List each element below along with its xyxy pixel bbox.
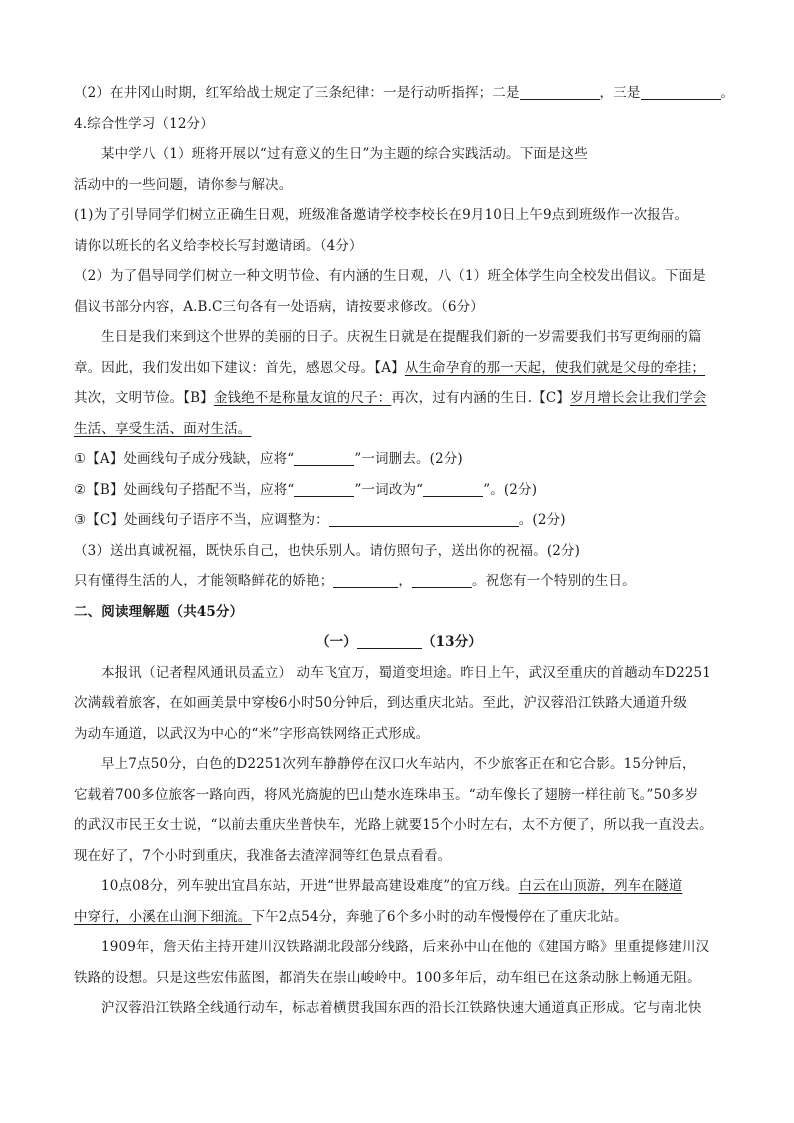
underlined-sentence-c: 岁月增长会让我们学会 xyxy=(570,390,707,406)
proposal-line-2: 章。因此，我们发出如下建议：首先，感恩父母。【A】从生命孕育的那一天起，使我们就是父母的牵挂； xyxy=(74,359,706,376)
underlined-scenery-sentence: 白云在山顶游，列车在隧道 xyxy=(518,878,683,894)
article-line-3: 为动车通道，以武汉为中心的“米”字形高铁网络正式形成。 xyxy=(74,725,430,742)
article-line-8: 10点08分，列车驶出宜昌东站，开进“世界最高建设难度”的宜万线。白云在山顶游，列车在隧道 xyxy=(101,878,683,894)
q4-3-line-1: （3）送出真诚祝福，既快乐自己，也快乐别人。请仿照句子，送出你的祝福。(2分) xyxy=(74,542,581,559)
exam-page xyxy=(74,78,735,1024)
article-line-6: 的武汉市民王女士说，“以前去重庆坐普快车，光路上就要15个小时左右，太不方便了，所以我一直没去。 xyxy=(74,817,713,833)
underlined-scenery-sentence-cont: 中穿行，小溪在山涧下细流。 xyxy=(74,908,252,925)
article-line-2: 次满载着旅客，在如画美景中穿梭6小时50分钟后，到达重庆北站。至此，沪汉蓉沿江铁路大通道升级 xyxy=(74,695,688,711)
article-line-10: 1909年，詹天佑主持开建川汉铁路湖北段部分线路，后来孙中山在他的《建国方略》里重提修建川汉 xyxy=(101,939,710,955)
article-line-4: 早上7点50分，白色的D2251次列车静静停在汉口火车站内，不少旅客正在和它合影。15分钟后， xyxy=(101,756,696,772)
article-line-12: 沪汉蓉沿江铁路全线通行动车，标志着横贯我国东西的沿长江铁路快速大通道真正形成。它与南北快 xyxy=(101,1000,702,1016)
article-line-7: 现在好了，7个小时到重庆，我准备去渣滓洞等红色景点看看。 xyxy=(74,847,452,864)
proposal-line-1: 生日是我们来到这个世界的美丽的日子。庆祝生日就是在提醒我们新的一岁需要我们书写更绚丽的篇 xyxy=(101,329,702,345)
sub-q-2: ②【B】处画线句子搭配不当，应将“ ”一词改为“ ”。(2分) xyxy=(74,481,538,498)
article-line-1: 本报讯（记者程风通讯员孟立） 动车飞宜万，蜀道变坦途。昨日上午，武汉至重庆的首趟动车D2251 xyxy=(101,664,712,681)
q4-intro-line-1: 某中学八（1）班将开展以“过有意义的生日”为主题的综合实践活动。下面是这些 xyxy=(101,146,588,162)
proposal-line-3: 其次，文明节俭。【B】金钱绝不是称量友谊的尺子：再次，过有内涵的生日.【C】岁月增长会让我们学会 xyxy=(74,390,707,406)
article-line-11: 铁路的设想。只是这些宏伟蓝图，都消失在崇山峻岭中。100多年后，动车组已在这条动脉上畅通无阻。 xyxy=(74,969,701,986)
underlined-sentence-c-cont: 生活、享受生活、面对生活。 xyxy=(74,420,252,437)
proposal-line-4 xyxy=(74,414,724,445)
answer-blank-a[interactable] xyxy=(294,449,354,466)
article-line-5: 它载着700多位旅客一路向西，将风光旖旎的巴山楚水连珠串玉。“动车像长了翅膀一样往前飞。”50多岁 xyxy=(74,786,699,803)
sub-q-1: ①【A】处画线句子成分残缺，应将“ ”一词删去。(2分) xyxy=(74,451,463,467)
answer-blank-b2[interactable] xyxy=(423,480,483,497)
q4-3-line-2: 只有懂得生活的人，才能领略鲜花的娇艳； ， 。祝您有一个特别的生日。 xyxy=(74,573,636,589)
sub-q-3: ③【C】处画线句子语序不当，应调整为： 。(2分) xyxy=(74,512,566,528)
answer-blank-c[interactable] xyxy=(329,510,519,527)
section-heading-reading: 二、阅读理解题（共45分） xyxy=(74,603,244,620)
q4-2-line-1: （2）为了倡导同学们树立一种文明节俭、有内涵的生日观，八（1）班全体学生向全校发出倡议。下面是 xyxy=(74,268,706,284)
answer-blank-wish-1[interactable] xyxy=(333,571,398,588)
underlined-sentence-b: 金钱绝不是称量友谊的尺子： xyxy=(213,390,392,406)
q4-1-line-2: 请你以班长的名义给李校长写封邀请函。（4分） xyxy=(74,237,363,254)
q4-intro-line-2: 活动中的一些问题，请你参与解决。 xyxy=(74,176,293,193)
answer-blank-title[interactable] xyxy=(357,632,422,649)
reading-part-1-title: （一） （13分） xyxy=(316,634,482,650)
q4-2-line-2: 倡议书部分内容，A.B.C三句各有一处语病，请按要求修改。（6分） xyxy=(74,298,484,315)
underlined-sentence-a: 从生命孕育的那一天起，使我们就是父母的牵挂； xyxy=(404,359,706,376)
article-line-9: 中穿行，小溪在山涧下细流。下午2点54分，奔驰了6个多小时的动车慢慢停在了重庆北站。 xyxy=(74,908,628,925)
answer-blank-rule-3[interactable] xyxy=(641,83,721,100)
section-heading-q4: 4.综合性学习（12分） xyxy=(74,115,214,132)
answer-blank-rule-2[interactable] xyxy=(520,83,600,100)
answer-blank-b1[interactable] xyxy=(294,480,354,497)
answer-blank-wish-2[interactable] xyxy=(412,571,472,588)
q3-2-militia-rules: （2）在井冈山时期，红军给战士规定了三条纪律：一是行动听指挥；二是 ，三是 。 xyxy=(74,85,735,101)
q4-1-line-1: (1)为了引导同学们树立正确生日观，班级准备邀请学校李校长在9月10日上午9点到班级作一次报告。 xyxy=(74,207,689,223)
